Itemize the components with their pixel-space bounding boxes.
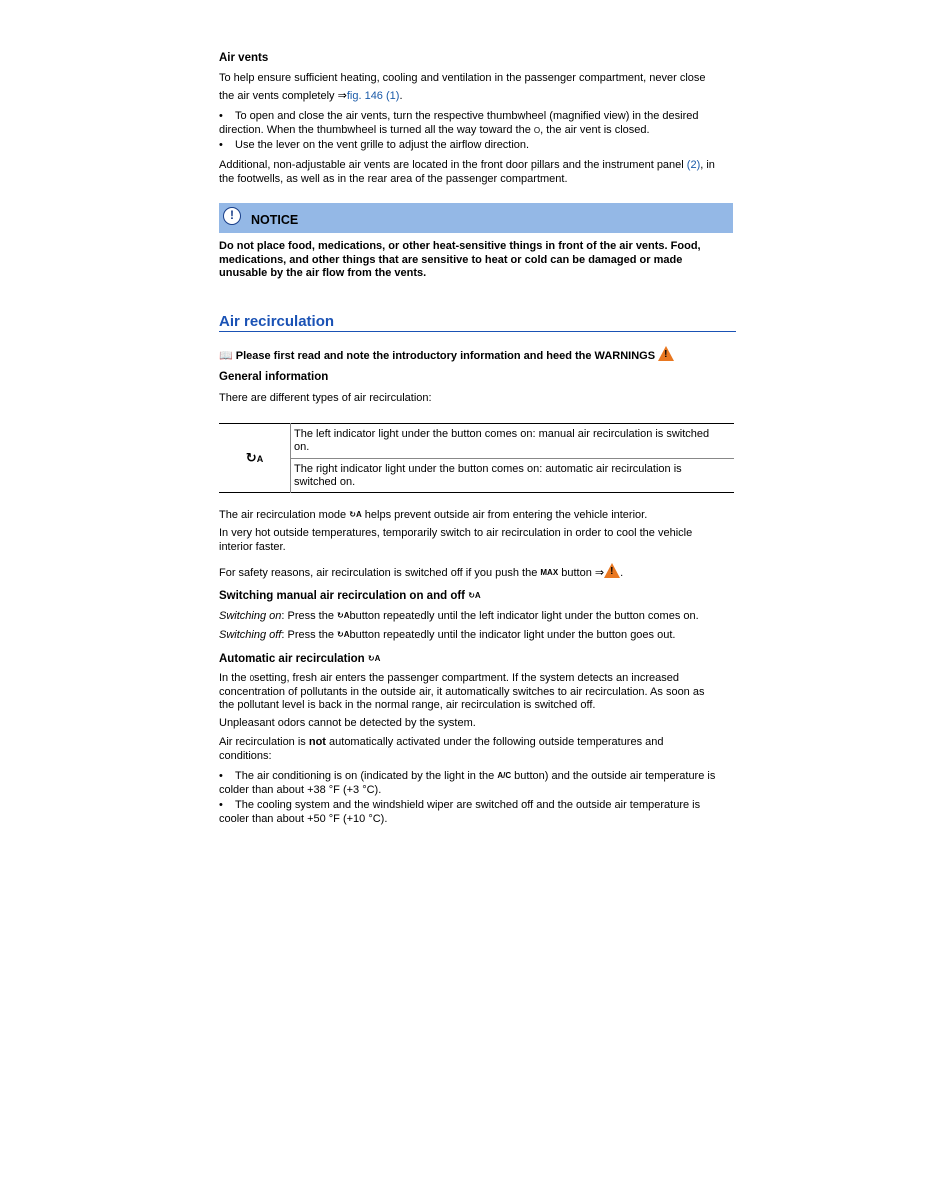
safety-text: For safety reasons, air recirculation is switched off if you push the MAX button ⇒! . (219, 563, 735, 581)
warning-triangle-icon (604, 563, 620, 578)
warning-triangle-icon (658, 346, 674, 361)
switching-off-text: Switching off: Press the ↻Abutton repeatedly until the indicator light under the button goes out. (219, 629, 676, 641)
setting-symbol-icon: 0 (249, 674, 255, 683)
auto-recirculation-heading: Automatic air recirculation ↻A (219, 653, 381, 665)
recirculation-icon: ↻A (337, 611, 350, 620)
general-info-intro: There are different types of air recirculation: (219, 392, 432, 404)
table-cell: The left indicator light under the button comes on: manual air recirculation is switched on. (291, 424, 735, 459)
odors-text: Unpleasant odors cannot be detected by the system. (219, 717, 476, 729)
switching-on-text: Switching on: Press the ↻Abutton repeatedly until the left indicator light under the button comes on. (219, 610, 699, 622)
recirculation-icon: ↻A (468, 591, 481, 600)
not-activated-text: Air recirculation is not automatically activated under the following outside temperatures and conditions: (219, 736, 664, 762)
notice-text: Do not place food, medications, or other heat-sensitive things in front of the air vents. Food, medications, and other things that are sensitive to heat or cold can be damaged or made unusable by the air flow from the vents. (219, 240, 701, 279)
recirculation-types-table (219, 423, 734, 493)
fig-146-link[interactable]: fig. 146 (1) (346, 89, 400, 102)
air-vents-bullet-2: • Use the lever on the vent grille to adjust the airflow direction. (219, 139, 530, 151)
book-icon: 📖 (219, 350, 233, 362)
hot-temperatures-text: In very hot outside temperatures, temporarily switch to air recirculation in order to cool the vehicle interior faster. (219, 527, 693, 553)
recirculation-icon: ↻A (349, 510, 362, 519)
auto-recirculation-text: In the 0setting, fresh air enters the passenger compartment. If the system detects an increased concentration of pollutants in the outside air, it automatically switches to air recirculation. As soon as the pollutant level is back in the normal range, air recirculation is switched off. (219, 672, 705, 711)
table-cell: The right indicator light under the button comes on: automatic air recirculation is switched on. (294, 462, 682, 488)
air-vents-intro: To help ensure sufficient heating, cooling and ventilation in the passenger compartment, never close the air vents completely ⇒fig. 146 (1). (219, 72, 706, 102)
recirculation-mode-text: The air recirculation mode ↻A helps prevent outside air from entering the vehicle interior. (219, 509, 648, 521)
notice-banner (219, 203, 733, 233)
table-row (219, 458, 734, 493)
recirculation-car-icon: ↻ (245, 449, 257, 465)
manual-recirculation-heading: Switching manual air recirculation on and off ↻A (219, 590, 481, 602)
closed-symbol-icon: O (533, 125, 541, 135)
notice-label: NOTICE (251, 213, 299, 227)
condition-bullet-2: • The cooling system and the windshield wiper are switched off and the outside air temperature is cooler than about +50 °F (+10 °C). (219, 799, 701, 825)
ac-icon: A/C (497, 771, 512, 780)
general-info-heading: General information (219, 371, 329, 383)
air-vents-bullet-1: • To open and close the air vents, turn the respective thumbwheel (magnified view) in the desired direction. When the thumbwheel is turned all the way toward the O, the air vent is closed. (219, 110, 699, 136)
read-first-note: 📖 Please first read and note the introductory information and heed the WARNINGS ! (219, 346, 735, 364)
notice-exclamation-icon: ! (223, 207, 241, 225)
auto-recirculation-icon: ↻A (367, 654, 381, 663)
recirculation-icon-cell: ↻A (219, 424, 291, 493)
max-defrost-icon: MAX (540, 568, 559, 577)
recirculation-icon: ↻A (337, 630, 350, 639)
table-row (219, 424, 734, 459)
air-vents-additional: Additional, non-adjustable air vents are located in the front door pillars and the instrument panel (2), in the footwells, as well as in the rear area of the passenger compartment. (219, 159, 715, 185)
condition-bullet-1: • The air conditioning is on (indicated by the light in the A/C button) and the outside air temperature is colder than about +38 °F (+3 °C). (219, 770, 716, 796)
callout-2-link[interactable]: (2) (686, 159, 701, 171)
air-vents-heading: Air vents (219, 52, 269, 64)
air-recirculation-heading: Air recirculation (219, 315, 736, 332)
